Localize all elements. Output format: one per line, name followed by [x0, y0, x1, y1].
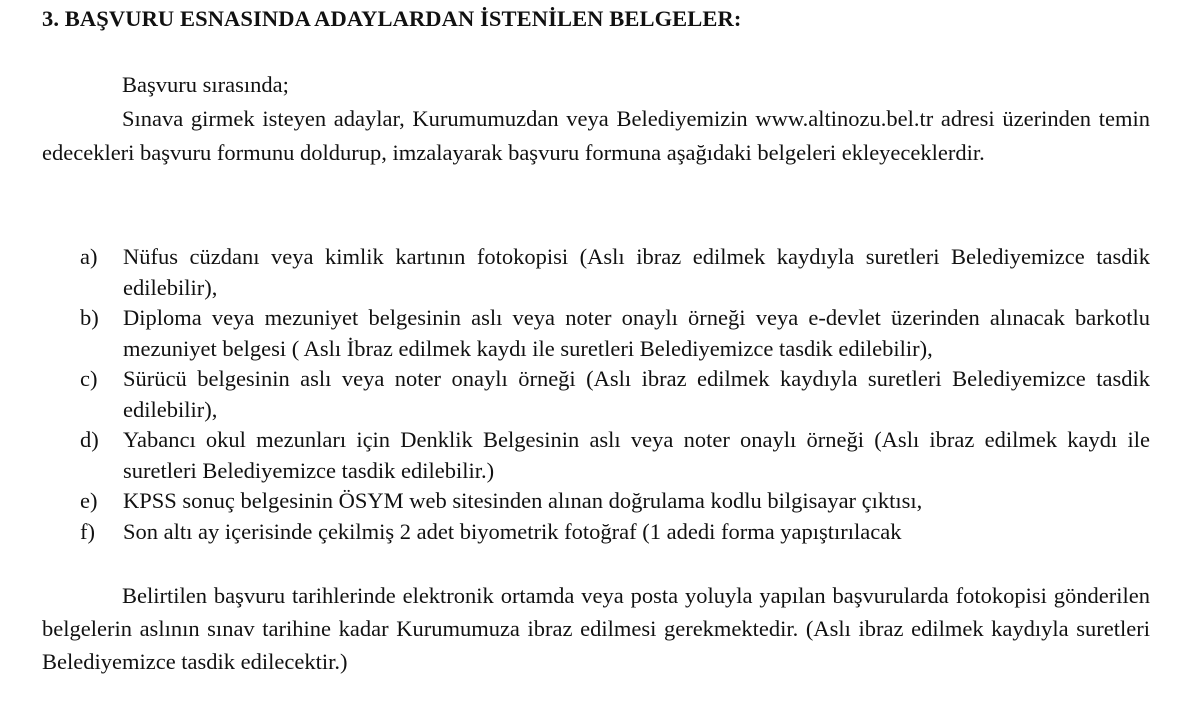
section-heading: 3. BAŞVURU ESNASINDA ADAYLARDAN İSTENİLEN BELGELER: — [42, 6, 742, 31]
list-item — [42, 242, 1150, 303]
list-item — [42, 303, 1150, 364]
list-item-text: Diploma veya mezuniyet belgesinin aslı veya noter onaylı örneği veya e-devlet üzerinden alınacak barkotlu mezuniyet belgesi ( Aslı İbraz edilmek kaydı ile suretleri Belediyemizce tasdik edilebilir), — [123, 305, 1150, 361]
list-marker: a) — [80, 244, 98, 269]
intro-section — [42, 68, 1150, 170]
list-marker: e) — [80, 488, 98, 513]
list-item-text: Nüfus cüzdanı veya kimlik kartının fotokopisi (Aslı ibraz edilmek kaydıyla suretleri Belediyemizce tasdik edilebilir), — [123, 244, 1150, 300]
list-item — [42, 486, 1150, 517]
list-item — [42, 425, 1150, 486]
list-item-text: Son altı ay içerisinde çekilmiş 2 adet biyometrik fotoğraf (1 adedi forma yapıştırılacak — [123, 518, 902, 544]
list-marker: b) — [80, 305, 99, 330]
list-marker: d) — [80, 427, 99, 452]
intro-body: Sınava girmek isteyen adaylar, Kurumumuzdan veya Belediyemizin www.altinozu.bel.tr adresi üzerinden temin edecekleri başvuru formunu doldurup, imzalayarak başvuru formuna aşağıdaki belgeleri ekleyeceklerdir. — [42, 106, 1150, 165]
list-item-text: Sürücü belgesinin aslı veya noter onaylı örneği (Aslı ibraz edilmek kaydıyla suretleri Belediyemizce tasdik edilebilir), — [123, 366, 1150, 422]
intro-lead: Başvuru sırasında; — [122, 72, 289, 97]
list-item — [42, 517, 1150, 548]
list-item — [42, 364, 1150, 425]
list-marker: f) — [80, 518, 95, 544]
list-item-text: Yabancı okul mezunları için Denklik Belgesinin aslı veya noter onaylı örneği (Aslı ibraz edilmek kaydı ile suretleri Belediyemizce tasdik edilebilir.) — [123, 427, 1150, 483]
required-documents-list — [42, 242, 1150, 547]
list-item-text: KPSS sonuç belgesinin ÖSYM web sitesinden alınan doğrulama kodlu bilgisayar çıktısı, — [123, 488, 923, 513]
closing-paragraph: Belirtilen başvuru tarihlerinde elektronik ortamda veya posta yoluyla yapılan başvurularda fotokopisi gönderilen belgelerin aslının sınav tarihine kadar Kurumumuza ibraz edilmesi gerekmektedir. (Aslı ibraz edilmek kaydıyla suretleri Belediyemizce tasdik edilecektir.) — [42, 583, 1150, 674]
list-marker: c) — [80, 366, 98, 391]
